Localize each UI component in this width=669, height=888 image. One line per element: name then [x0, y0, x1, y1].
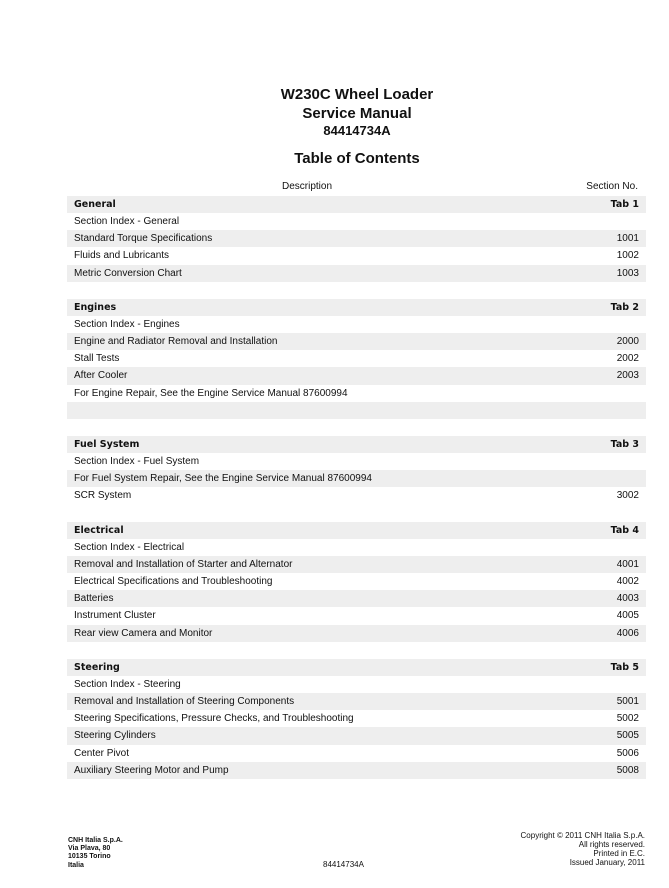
- toc-entry: [67, 607, 646, 624]
- section-header: [67, 196, 646, 213]
- toc-entry-number: 5005: [616, 730, 639, 742]
- toc-entry-number: 2002: [616, 353, 639, 365]
- section-header-number: Tab 3: [610, 439, 639, 451]
- toc-entry-description: Center Pivot: [74, 747, 130, 759]
- section-header-description: Fuel System: [74, 439, 140, 451]
- toc-entry: [67, 402, 646, 419]
- section-header-description: Steering: [74, 661, 120, 673]
- toc-entry-number: 4003: [616, 593, 639, 605]
- toc-entry: [67, 367, 646, 384]
- part-number: 84414734A: [323, 123, 391, 138]
- section-spacer: [67, 419, 646, 436]
- toc-entry-number: 2000: [616, 336, 639, 348]
- section-header-description: Electrical: [74, 524, 124, 536]
- toc-entry-number: 5002: [616, 713, 639, 725]
- section-header: [67, 659, 646, 676]
- toc-entry-description: For Engine Repair, See the Engine Service Manual 87600994: [74, 387, 348, 399]
- toc-entry-description: Stall Tests: [74, 353, 120, 365]
- toc-entry: [67, 539, 646, 556]
- copyright-block: [521, 831, 645, 867]
- toc-entry: [67, 453, 646, 470]
- toc-entry-number: 1001: [616, 233, 639, 245]
- toc-entry-number: 4002: [616, 576, 639, 588]
- toc-entry-number: 1002: [616, 250, 639, 262]
- toc-entry-description: Batteries: [74, 593, 114, 605]
- toc-entry-number: 4005: [616, 610, 639, 622]
- toc-entry: [67, 213, 646, 230]
- section-header-description: General: [74, 199, 116, 211]
- section-header-number: Tab 1: [610, 199, 639, 211]
- toc-entry-description: Section Index - Steering: [74, 679, 181, 690]
- column-header-description: Description: [282, 181, 333, 192]
- toc-entry: [67, 556, 646, 573]
- toc-entry: [67, 693, 646, 710]
- toc-entry: [67, 762, 646, 779]
- rights: All rights reserved.: [578, 840, 645, 849]
- street-address: Via Plava, 80: [68, 845, 111, 853]
- toc-entry-number: 5001: [616, 696, 639, 708]
- toc-entry: [67, 230, 646, 247]
- toc-entry-number: 3002: [616, 490, 639, 502]
- toc-entry: [67, 590, 646, 607]
- issued: Issued January, 2011: [569, 858, 645, 867]
- copyright: Copyright © 2011 CNH Italia S.p.A.: [520, 831, 645, 840]
- section-header-number: Tab 4: [610, 524, 639, 536]
- toc-entry-description: Fluids and Lubricants: [74, 250, 170, 262]
- toc-entry-description: Metric Conversion Chart: [74, 267, 182, 279]
- section-header-number: Tab 5: [610, 661, 639, 673]
- toc-entry-description: For Fuel System Repair, See the Engine Service Manual 87600994: [74, 473, 372, 485]
- section-spacer: [67, 505, 646, 522]
- toc-entry: [67, 265, 646, 282]
- toc-entry-number: 2003: [616, 370, 639, 382]
- toc-entry-description: Rear view Camera and Monitor: [74, 627, 213, 639]
- toc-entry-description: Engine and Radiator Removal and Installation: [74, 336, 278, 348]
- footer-part-number: 84414734A: [323, 860, 364, 869]
- toc-entry: [67, 350, 646, 367]
- toc-entry-description: Section Index - Electrical: [74, 541, 185, 553]
- toc-entry: [67, 745, 646, 762]
- toc-entry: [67, 333, 646, 350]
- toc-entry-number: 5008: [616, 764, 639, 776]
- toc-entry-number: 4006: [616, 627, 639, 639]
- toc-entry: [67, 487, 646, 504]
- toc-entry-description: Instrument Cluster: [74, 610, 156, 622]
- table-of-contents: [67, 196, 646, 779]
- publisher-address: [68, 837, 123, 870]
- toc-entry: [67, 385, 646, 402]
- toc-entry-description: Removal and Installation of Starter and Alternator: [74, 559, 293, 571]
- section-header: [67, 436, 646, 453]
- toc-entry: [67, 710, 646, 727]
- toc-entry: [67, 573, 646, 590]
- section-header: [67, 299, 646, 316]
- toc-entry-number: 4001: [616, 559, 639, 571]
- toc-entry-description: Electrical Specifications and Troubleshooting: [74, 576, 273, 588]
- toc-entry-description: Section Index - Engines: [74, 319, 180, 331]
- section-spacer: [67, 642, 646, 659]
- toc-entry-description: Section Index - General: [74, 216, 180, 228]
- company-name: CNH Italia S.p.A.: [68, 837, 123, 844]
- toc-entry-description: Steering Specifications, Pressure Checks, and Troubleshooting: [74, 713, 354, 725]
- toc-entry-number: 5006: [616, 747, 639, 759]
- toc-entry: [67, 727, 646, 744]
- printed: Printed in E.C.: [593, 849, 645, 858]
- toc-entry-number: 1003: [616, 267, 639, 279]
- section-header-number: Tab 2: [610, 301, 639, 313]
- section-spacer: [67, 282, 646, 299]
- toc-entry-description: After Cooler: [74, 370, 128, 382]
- toc-entry-description: Auxiliary Steering Motor and Pump: [74, 764, 229, 776]
- toc-entry-description: SCR System: [74, 490, 132, 502]
- city: 10135 Torino: [68, 853, 111, 861]
- toc-entry-description: Steering Cylinders: [74, 730, 156, 742]
- document-title: W230C Wheel Loader: [280, 86, 434, 103]
- column-header-section: Section No.: [586, 181, 638, 192]
- toc-entry-description: Standard Torque Specifications: [74, 233, 213, 245]
- toc-entry: [67, 470, 646, 487]
- toc-entry: [67, 676, 646, 693]
- toc-entry: [67, 247, 646, 264]
- country: Italia: [68, 861, 84, 869]
- toc-entry-description: Section Index - Fuel System: [74, 456, 200, 468]
- toc-title: Table of Contents: [294, 150, 420, 167]
- section-header-description: Engines: [74, 301, 117, 313]
- toc-entry: [67, 625, 646, 642]
- document-subtitle: Service Manual: [302, 105, 412, 122]
- toc-entry-description: Removal and Installation of Steering Components: [74, 696, 295, 708]
- section-header: [67, 522, 646, 539]
- toc-entry: [67, 316, 646, 333]
